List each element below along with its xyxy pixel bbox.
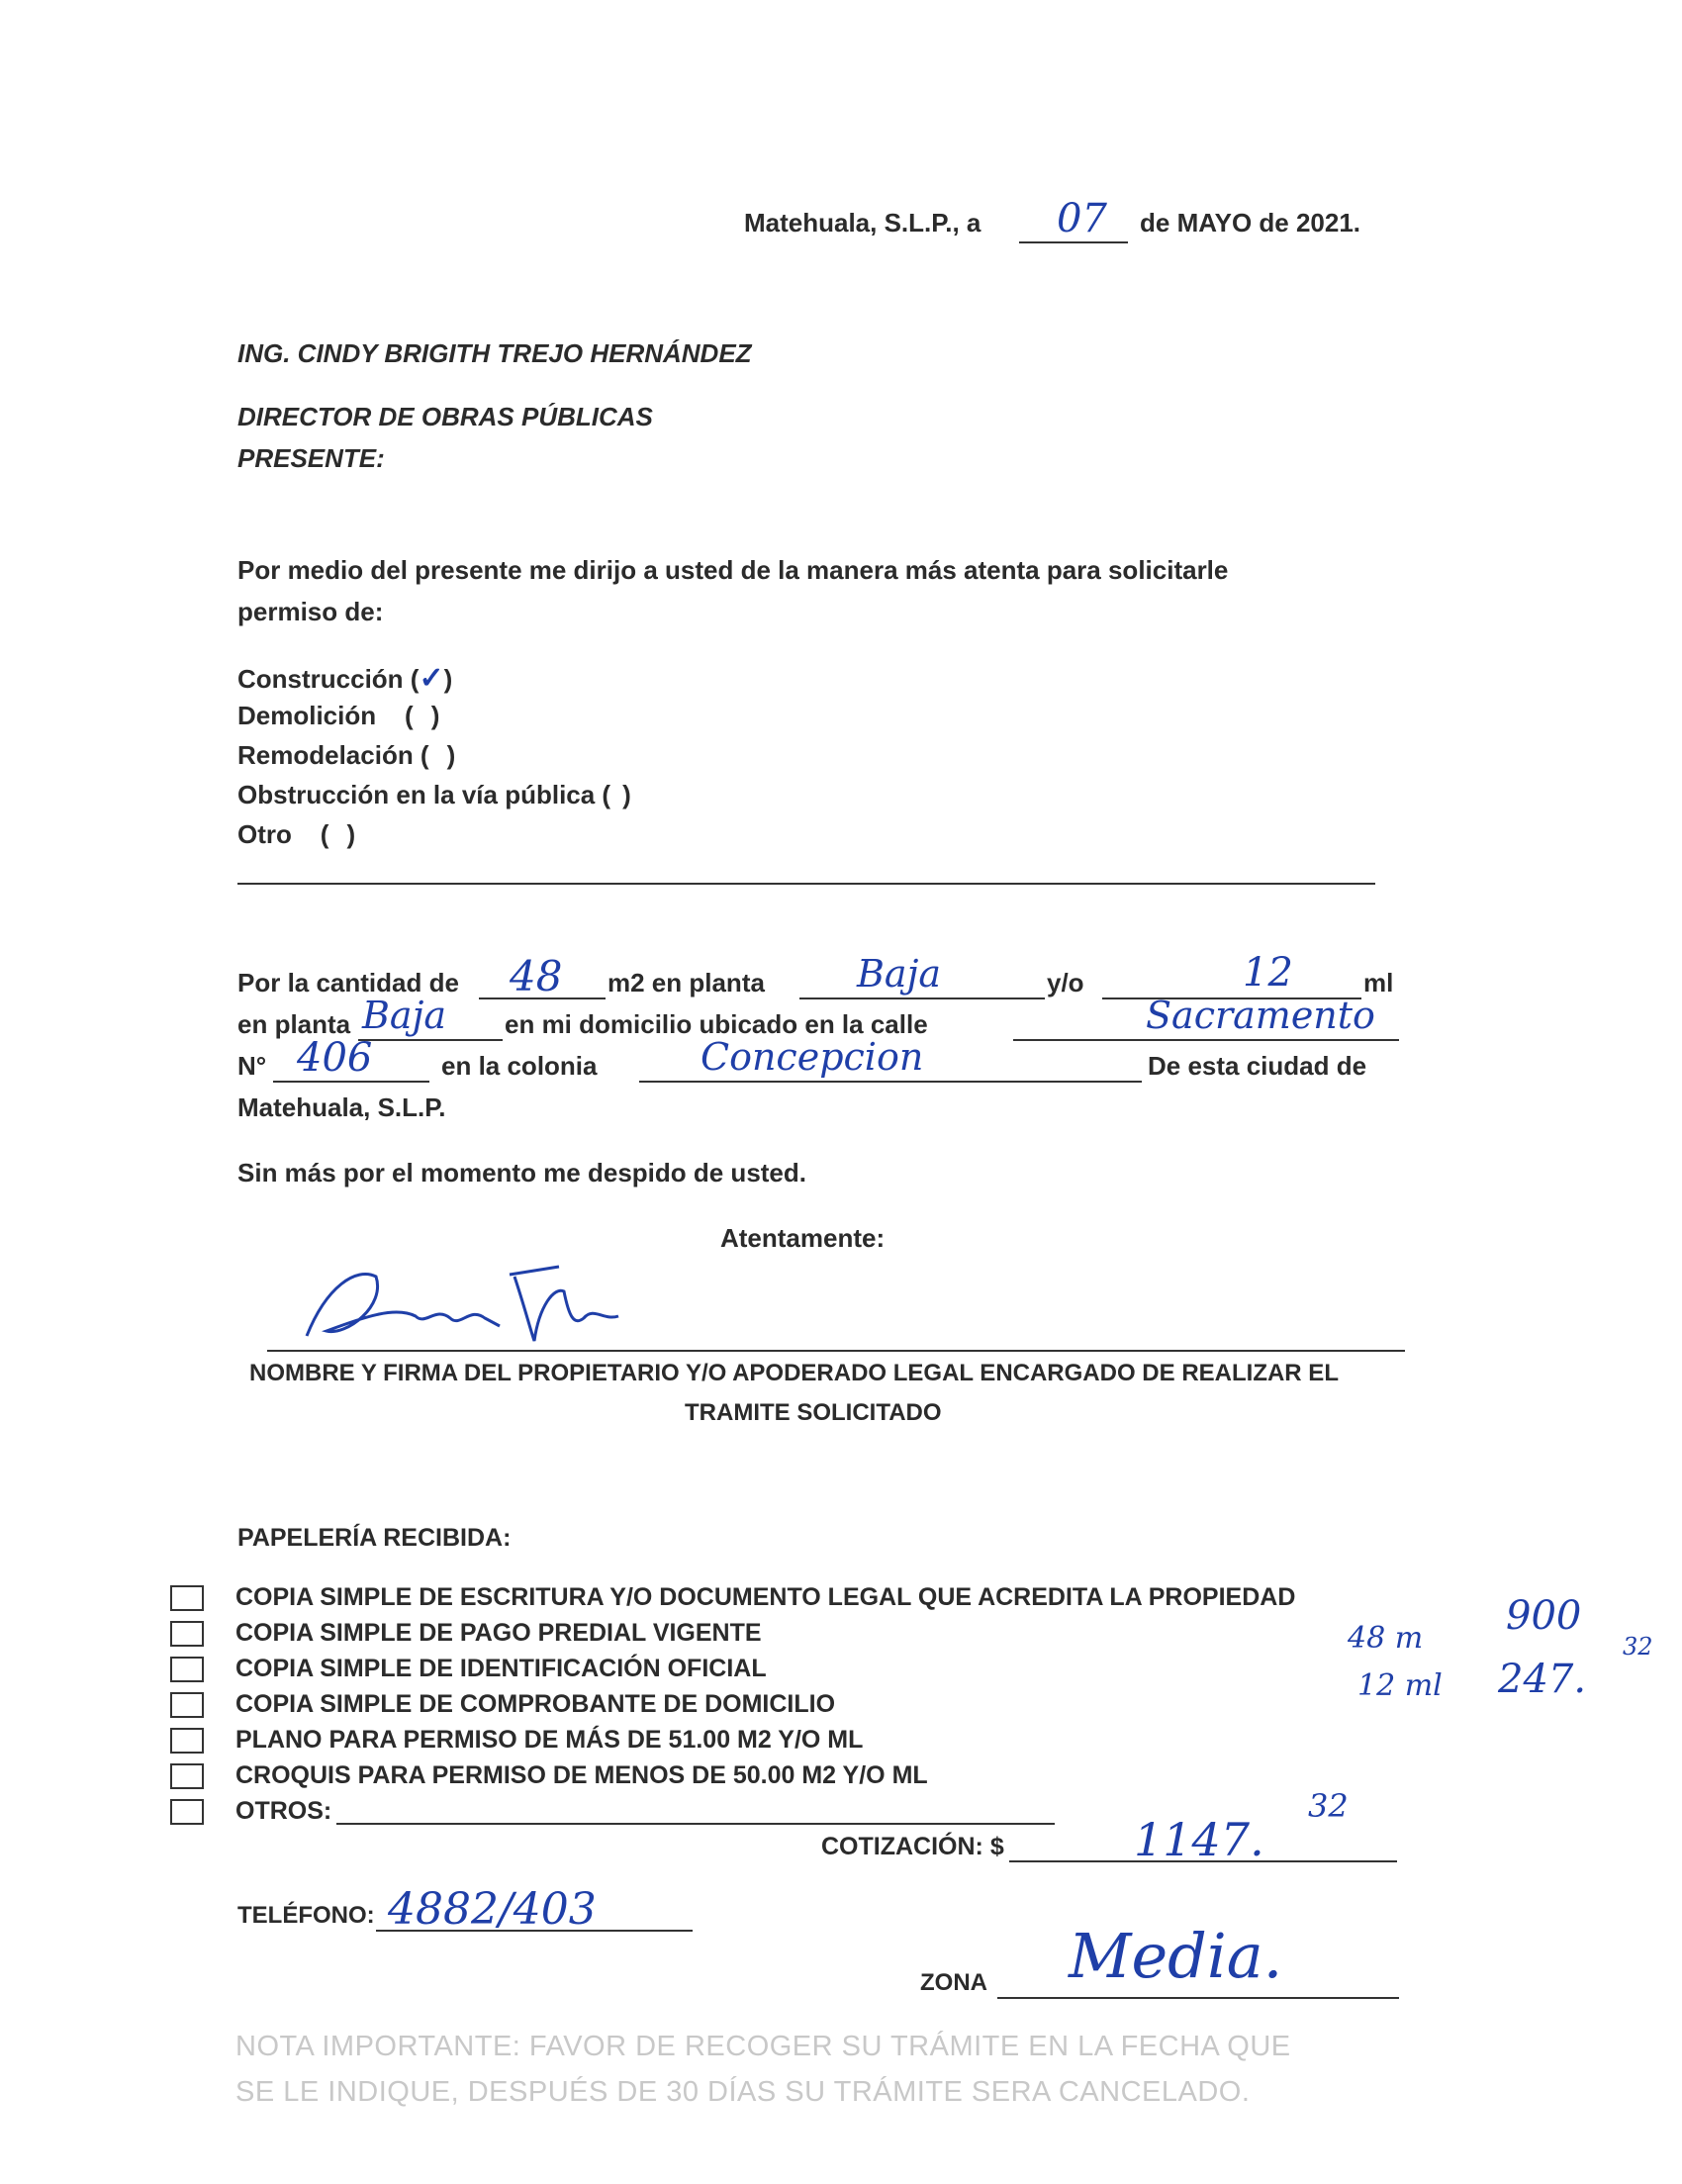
nota-line-2: SE LE INDIQUE, DESPUÉS DE 30 DÍAS SU TRÁMITE SERA CANCELADO. bbox=[235, 2076, 1251, 2108]
date-day-line bbox=[1019, 241, 1128, 243]
option-label: Otro ( bbox=[237, 819, 329, 849]
qty-street-line bbox=[1013, 1039, 1399, 1041]
zona-label: ZONA bbox=[920, 1969, 987, 1996]
option-close: ) bbox=[443, 664, 453, 694]
cotizacion-value: 1147. bbox=[1134, 1813, 1264, 1866]
papeleria-item-plano: PLANO PARA PERMISO DE MÁS DE 51.00 M2 Y/O ML bbox=[235, 1726, 864, 1754]
papeleria-item-domicilio: COPIA SIMPLE DE COMPROBANTE DE DOMICILIO bbox=[235, 1690, 836, 1718]
qty-street-value: Sacramento bbox=[1146, 994, 1375, 1037]
checkbox-croquis[interactable] bbox=[170, 1763, 204, 1789]
option-obstruccion bbox=[237, 780, 631, 810]
qty-planta1-value: Baja bbox=[857, 952, 942, 996]
option-construccion bbox=[237, 661, 452, 696]
qty-label-3: y/o bbox=[1047, 968, 1084, 997]
cotizacion-label: COTIZACIÓN: $ bbox=[821, 1833, 1004, 1860]
papeleria-item-predial: COPIA SIMPLE DE PAGO PREDIAL VIGENTE bbox=[235, 1619, 762, 1647]
qty-planta2-line bbox=[358, 1039, 503, 1041]
qty-number-line bbox=[273, 1081, 429, 1083]
margin-note-b2-sup: 32 bbox=[1623, 1633, 1653, 1661]
addressee-presente: PRESENTE: bbox=[237, 443, 385, 473]
option-label: Construcción ( bbox=[237, 664, 420, 694]
option-label: Demolición ( bbox=[237, 701, 414, 730]
intro-line-1: Por medio del presente me dirijo a usted de la manera más atenta para solicitarle bbox=[237, 555, 1229, 585]
qty-ml-value: 12 bbox=[1243, 950, 1293, 996]
qty-label-9: De esta ciudad de bbox=[1148, 1051, 1367, 1081]
checkbox-predial[interactable] bbox=[170, 1621, 204, 1647]
otros-blank-line bbox=[336, 1823, 1055, 1825]
margin-note-a2: 900 bbox=[1506, 1593, 1582, 1639]
cotizacion-value-sup: 32 bbox=[1308, 1787, 1349, 1825]
qty-label-4: ml bbox=[1363, 968, 1394, 997]
checkbox-escritura[interactable] bbox=[170, 1585, 204, 1611]
intro-line-2: permiso de: bbox=[237, 597, 384, 626]
signature-caption-2: TRAMITE SOLICITADO bbox=[685, 1399, 942, 1426]
qty-planta2-value: Baja bbox=[362, 994, 447, 1037]
qty-colonia-value: Concepcion bbox=[701, 1035, 924, 1079]
zona-line bbox=[997, 1997, 1399, 1999]
addressee-name: ING. CINDY BRIGITH TREJO HERNÁNDEZ bbox=[237, 338, 752, 368]
option-demolicion bbox=[237, 701, 439, 731]
papeleria-item-identificacion: COPIA SIMPLE DE IDENTIFICACIÓN OFICIAL bbox=[235, 1655, 767, 1682]
checkbox-identificacion[interactable] bbox=[170, 1657, 204, 1682]
date-month-year: de MAYO de 2021. bbox=[1140, 208, 1361, 237]
qty-label-6: en mi domicilio ubicado en la calle bbox=[505, 1009, 928, 1039]
checkbox-plano[interactable] bbox=[170, 1728, 204, 1754]
margin-note-b1: 12 ml bbox=[1357, 1668, 1443, 1703]
zona-value: Media. bbox=[1069, 1920, 1283, 1992]
checkbox-otros[interactable] bbox=[170, 1799, 204, 1825]
option-close: ) bbox=[346, 819, 356, 849]
margin-note-a1: 48 m bbox=[1348, 1621, 1424, 1656]
option-close: ) bbox=[430, 701, 440, 730]
date-day-value: 07 bbox=[1057, 196, 1107, 241]
qty-label-2: m2 en planta bbox=[607, 968, 765, 997]
closing-text: Sin más por el momento me despido de usted. bbox=[237, 1158, 806, 1187]
signature-scribble bbox=[287, 1247, 643, 1356]
margin-note-b2: 247. bbox=[1498, 1657, 1587, 1702]
otro-blank-line bbox=[237, 883, 1375, 885]
date-place: Matehuala, S.L.P., a bbox=[744, 208, 981, 237]
qty-number-value: 406 bbox=[297, 1035, 373, 1081]
qty-label-5: en planta bbox=[237, 1009, 351, 1039]
check-mark-icon: ✓ bbox=[419, 661, 444, 696]
option-close: ) bbox=[622, 780, 631, 809]
qty-label-7: N° bbox=[237, 1051, 267, 1081]
option-label: Obstrucción en la vía pública ( bbox=[237, 780, 611, 809]
papeleria-item-escritura: COPIA SIMPLE DE ESCRITURA Y/O DOCUMENTO LEGAL QUE ACREDITA LA PROPIEDAD bbox=[235, 1583, 1296, 1611]
telefono-value: 4882/403 bbox=[388, 1884, 597, 1935]
qty-colonia-line bbox=[639, 1081, 1142, 1083]
nota-line-1: NOTA IMPORTANTE: FAVOR DE RECOGER SU TRÁMITE EN LA FECHA QUE bbox=[235, 2031, 1291, 2062]
papeleria-item-otros: OTROS: bbox=[235, 1797, 332, 1825]
qty-label-10: Matehuala, S.L.P. bbox=[237, 1092, 446, 1122]
qty-planta1-line bbox=[799, 997, 1045, 999]
qty-label-8: en la colonia bbox=[441, 1051, 598, 1081]
signature-line bbox=[267, 1350, 1405, 1352]
option-remodelacion bbox=[237, 740, 455, 771]
papeleria-title: PAPELERÍA RECIBIDA: bbox=[237, 1524, 512, 1552]
signature-caption-1: NOMBRE Y FIRMA DEL PROPIETARIO Y/O APODERADO LEGAL ENCARGADO DE REALIZAR EL bbox=[249, 1360, 1339, 1386]
telefono-label: TELÉFONO: bbox=[237, 1902, 375, 1929]
checkbox-domicilio[interactable] bbox=[170, 1692, 204, 1718]
papeleria-item-croquis: CROQUIS PARA PERMISO DE MENOS DE 50.00 M2 Y/O ML bbox=[235, 1761, 928, 1789]
addressee-title: DIRECTOR DE OBRAS PÚBLICAS bbox=[237, 402, 653, 431]
qty-m2-value: 48 bbox=[510, 952, 563, 1000]
qty-label-1: Por la cantidad de bbox=[237, 968, 459, 997]
option-label: Remodelación ( bbox=[237, 740, 429, 770]
option-close: ) bbox=[446, 740, 456, 770]
atentamente-label: Atentamente: bbox=[720, 1223, 886, 1253]
option-otro bbox=[237, 819, 355, 850]
